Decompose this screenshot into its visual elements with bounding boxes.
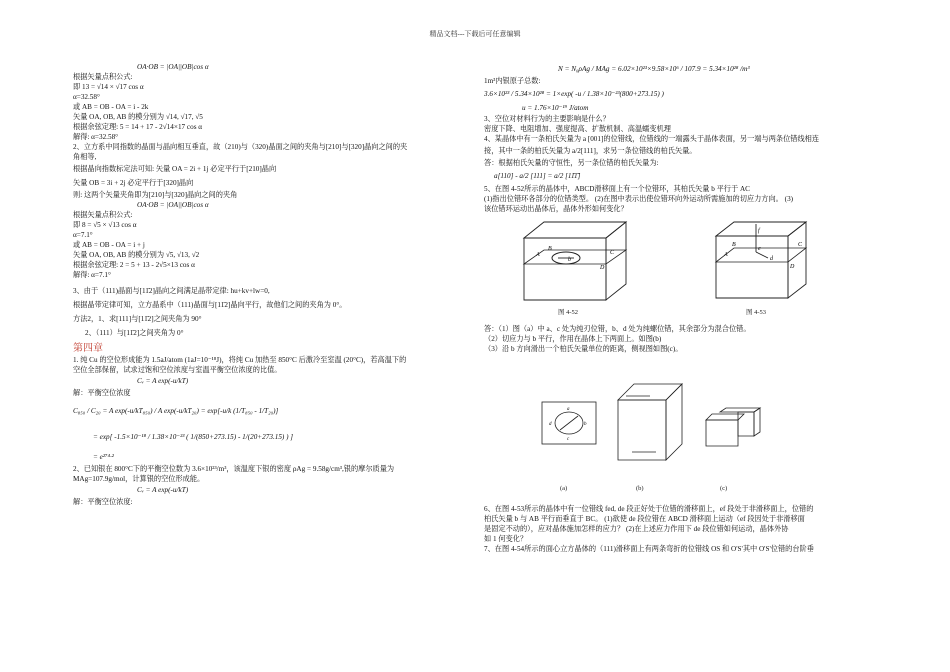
text-line: 根据晶带定律可知，立方晶系中（111)晶面与[11̄2]晶向平行，故他们之间的夹角为 0°。 — [73, 301, 347, 309]
cube-with-loop-diagram — [514, 220, 634, 304]
figure-caption: 图 4-53 — [746, 309, 767, 316]
figure-caption: 图 4-52 — [558, 309, 579, 316]
text-line: （3）沿 b 方向滑出一个柏氏矢量单位的距离，侧视图如图(c)。 — [484, 345, 683, 353]
text-line: 4、某晶体中有一条柏氏矢量为 a [001]的位错线，位错线的一端露头于晶体表面，另一端与两条位错线相连 — [484, 135, 820, 143]
cube-shear-diagram — [614, 380, 686, 464]
result-equation: = e²⁷⁴·² — [93, 453, 114, 461]
text-line: 6、在图 4-53所示的晶体中有一位错线 fed, de 段正好处于位错的滑移面上，ef 段处于非滑移面上，位错的 — [484, 505, 814, 513]
text-line: 答：（1）图（a）中 a、c 处为纯刃位错，b、d 处为纯螺位错，其余部分为混合位错。 — [484, 325, 751, 333]
text-line: 1m³内银原子总数: — [484, 77, 541, 85]
figure-caption: (a) — [560, 485, 568, 492]
text-line: 矢量 OB = 3i + 2j 必定平行于[320]晶向 — [73, 179, 194, 187]
text-line: 即 13 = √14 × √17 cos α — [73, 83, 144, 91]
text-line: 柏氏矢量 b 与 AB 平行而垂直于 BC。 (1)欲使 de 段位错在 ABCD 滑移面上运动（ef 段因处于非滑移面 — [484, 515, 805, 523]
figure-caption: (c) — [720, 485, 728, 492]
text-line: （2）切应力与 b 平行，作用在晶体上下两面上。如图(b) — [484, 335, 662, 343]
page-header: 精品文档---下载后可任意编辑 — [429, 30, 521, 38]
energy-result: u = 1.76×10⁻¹⁹ J/atom — [522, 104, 589, 112]
vacancy-equation: Cᵥ = A exp(-u/kT) — [137, 486, 189, 494]
text-line: 解：平衡空位浓度: — [73, 498, 133, 506]
figure-b — [614, 380, 686, 492]
text-line: 根据晶向指数标定法可知: 矢量 OA = 2i + 1j 必定平行于[210]晶向 — [73, 165, 277, 173]
ratio-equation: C₈₅₀ / C₂₀ = A exp(-u/kT₈₅₀) / A exp(-u/kT₂₀) = exp[-u/k (1/T₈₅₀ - 1/T₂₀)] — [73, 407, 279, 415]
left-column — [73, 62, 473, 507]
label-B2: B — [732, 242, 736, 248]
numeric-equation: = exp[ -1.5×10⁻¹⁸ / 1.38×10⁻²³ ( 1/(850+273.15) - 1/(20+273.15) ) ] — [93, 433, 294, 441]
label-f: f — [758, 228, 760, 234]
figure-row-top — [484, 214, 884, 324]
label-D2: D — [790, 264, 795, 270]
figure-caption: (b) — [636, 485, 644, 492]
text-line: 7、在图 4-54所示的面心立方晶体的（111)滑移面上有两条弯折的位错线 OS 和 O'S'其中 O'S'位错的台阶垂 — [484, 545, 814, 553]
text-line: α=7.1° — [73, 231, 93, 239]
text-line: 或 AB = OB - OA = i + j — [73, 241, 145, 249]
figure-a — [538, 398, 600, 492]
text-line: 1. 纯 Cu 的空位形成能为 1.5aJ/atom (1aJ=10⁻¹⁸J)，将纯 Cu 加热至 850°C 后激冷至室温 (20°C)，若高温下的 — [73, 356, 407, 364]
label-d: d — [770, 256, 773, 262]
text-line: 根据余弦定理: 2 = 5 + 13 - 2√5×13 cos α — [73, 261, 195, 269]
text-line: 根据矢量点积公式: — [73, 73, 133, 81]
text-line: 即 8 = √5 × √13 cos α — [73, 221, 137, 229]
chapter-heading: 第四章 — [73, 343, 103, 354]
text-line: 解：平衡空位浓度 — [73, 389, 131, 397]
text-line: 或 AB = OB - OA = i - 2k — [73, 103, 149, 111]
text-line: 是固定不动的），应对晶体施加怎样的应力？ (2)在上述应力作用下 de 段位错如何运动，晶体外协 — [484, 525, 789, 533]
label-e: e — [758, 246, 761, 252]
figure-4-52 — [514, 220, 634, 316]
slipped-blocks-diagram — [702, 406, 764, 452]
text-line: 该位错环运动出晶体后，晶体外形如何变化？ — [484, 205, 628, 213]
text-line: MAg=107.9g/mol，计算银的空位形成能。 — [73, 475, 205, 483]
text-line: 角相等, — [73, 153, 97, 161]
text-line: (1)指出位错环各部分的位错类型。 (2)在图中表示出使位错环向外运动所需施加的切应力方向。 (3) — [484, 195, 794, 203]
vacancy-equation: Cᵥ = A exp(-u/kT) — [137, 377, 189, 385]
label-d2: d — [549, 422, 552, 427]
dot-product-equation: OA·OB = |OA||OB|cos α — [137, 201, 209, 209]
loop-square-diagram — [538, 398, 600, 448]
text-line: 如 1 何变化？ — [484, 535, 528, 543]
label-D: D — [600, 265, 605, 271]
text-line: 矢量 OA, OB, AB 的模分别为 √14, √17, √5 — [73, 113, 203, 121]
label-A2: A — [724, 252, 728, 258]
label-A: A — [536, 252, 540, 258]
label-b2: b — [584, 422, 587, 427]
text-line: 3、空位对材料行为的主要影响是什么？ — [484, 115, 610, 123]
text-line: 2、（111）与[11̄2]之间夹角为 0° — [85, 329, 184, 337]
label-a: a — [567, 407, 570, 412]
figure-row-bottom — [484, 354, 884, 504]
text-line: 根据余弦定理: 5 = 14 + 17 - 2√14×17 cos α — [73, 123, 203, 131]
label-b: b — [568, 257, 571, 263]
text-line: 接，其中一条的柏氏矢量为 a/2[111]，求另一条位错线的柏氏矢量。 — [484, 147, 697, 155]
text-line: 3、由于（111)晶面与[11̄2]晶向之间满足晶带定律: hu+kv+lw=0, — [73, 287, 270, 295]
cube-with-dislocation-diagram — [710, 220, 810, 304]
figure-c — [702, 406, 764, 492]
fraction-equation: 3.6×10²³ / 5.34×10²⁸ = 1×exp( -u / 1.38×10⁻²³(800+273.15) ) — [484, 90, 664, 98]
dot-product-equation: OA·OB = |OA||OB|cos α — [137, 63, 209, 71]
text-line: 2、已知银在 800°C下的平衡空位数为 3.6×10²³/m³，该温度下银的密度 ρAg = 9.58g/cm³,银的摩尔质量为 — [73, 465, 395, 473]
burgers-equation: a[110] - a/2 [111] = a/2 [11̄1̄] — [494, 172, 581, 180]
text-line: 则: 这两个矢量夹角即为[210]与[320]晶向之间的夹角 — [73, 191, 238, 199]
text-line: 方法2，1、求[111]与[11̄2]之间夹角为 90° — [73, 315, 202, 323]
text-line: α=32.58° — [73, 93, 100, 101]
text-line: 答：根据柏氏矢量的守恒性，另一条位错的柏氏矢量为: — [484, 159, 659, 167]
figure-4-53 — [710, 220, 810, 316]
label-C: C — [610, 250, 615, 256]
text-line: 解得: α=32.58° — [73, 133, 119, 141]
text-line: 2、立方系中同指数的晶面与晶向相互垂直，故（210)与（320)晶面之间的夹角与[210]与[320]晶向之间的夹 — [73, 143, 408, 151]
label-B: B — [548, 246, 552, 252]
text-line: 矢量 OA, OB, AB 的模分别为 √5, √13, √2 — [73, 251, 200, 259]
text-line: 5、在图 4-52所示的晶体中，ABCD滑移面上有一个位错环，其柏氏矢量 b 平行于 AC — [484, 185, 750, 193]
atom-count-equation: N = N₀ρAg / MAg = 6.02×10²³×9.58×10⁶ / 107.9 = 5.34×10²⁸ /m³ — [558, 65, 750, 73]
text-line: 解得: α=7.1° — [73, 271, 111, 279]
right-column — [484, 62, 884, 554]
text-line: 根据矢量点积公式: — [73, 211, 133, 219]
text-line: 空位全部保留，试求过饱和空位浓度与室温平衡空位浓度的比值。 — [73, 366, 282, 374]
label-C2: C — [798, 242, 803, 248]
label-c: c — [567, 437, 570, 442]
text-line: 密度下降、电阻增加、强度提高、扩散机制、高温蠕变机理 — [484, 125, 671, 133]
